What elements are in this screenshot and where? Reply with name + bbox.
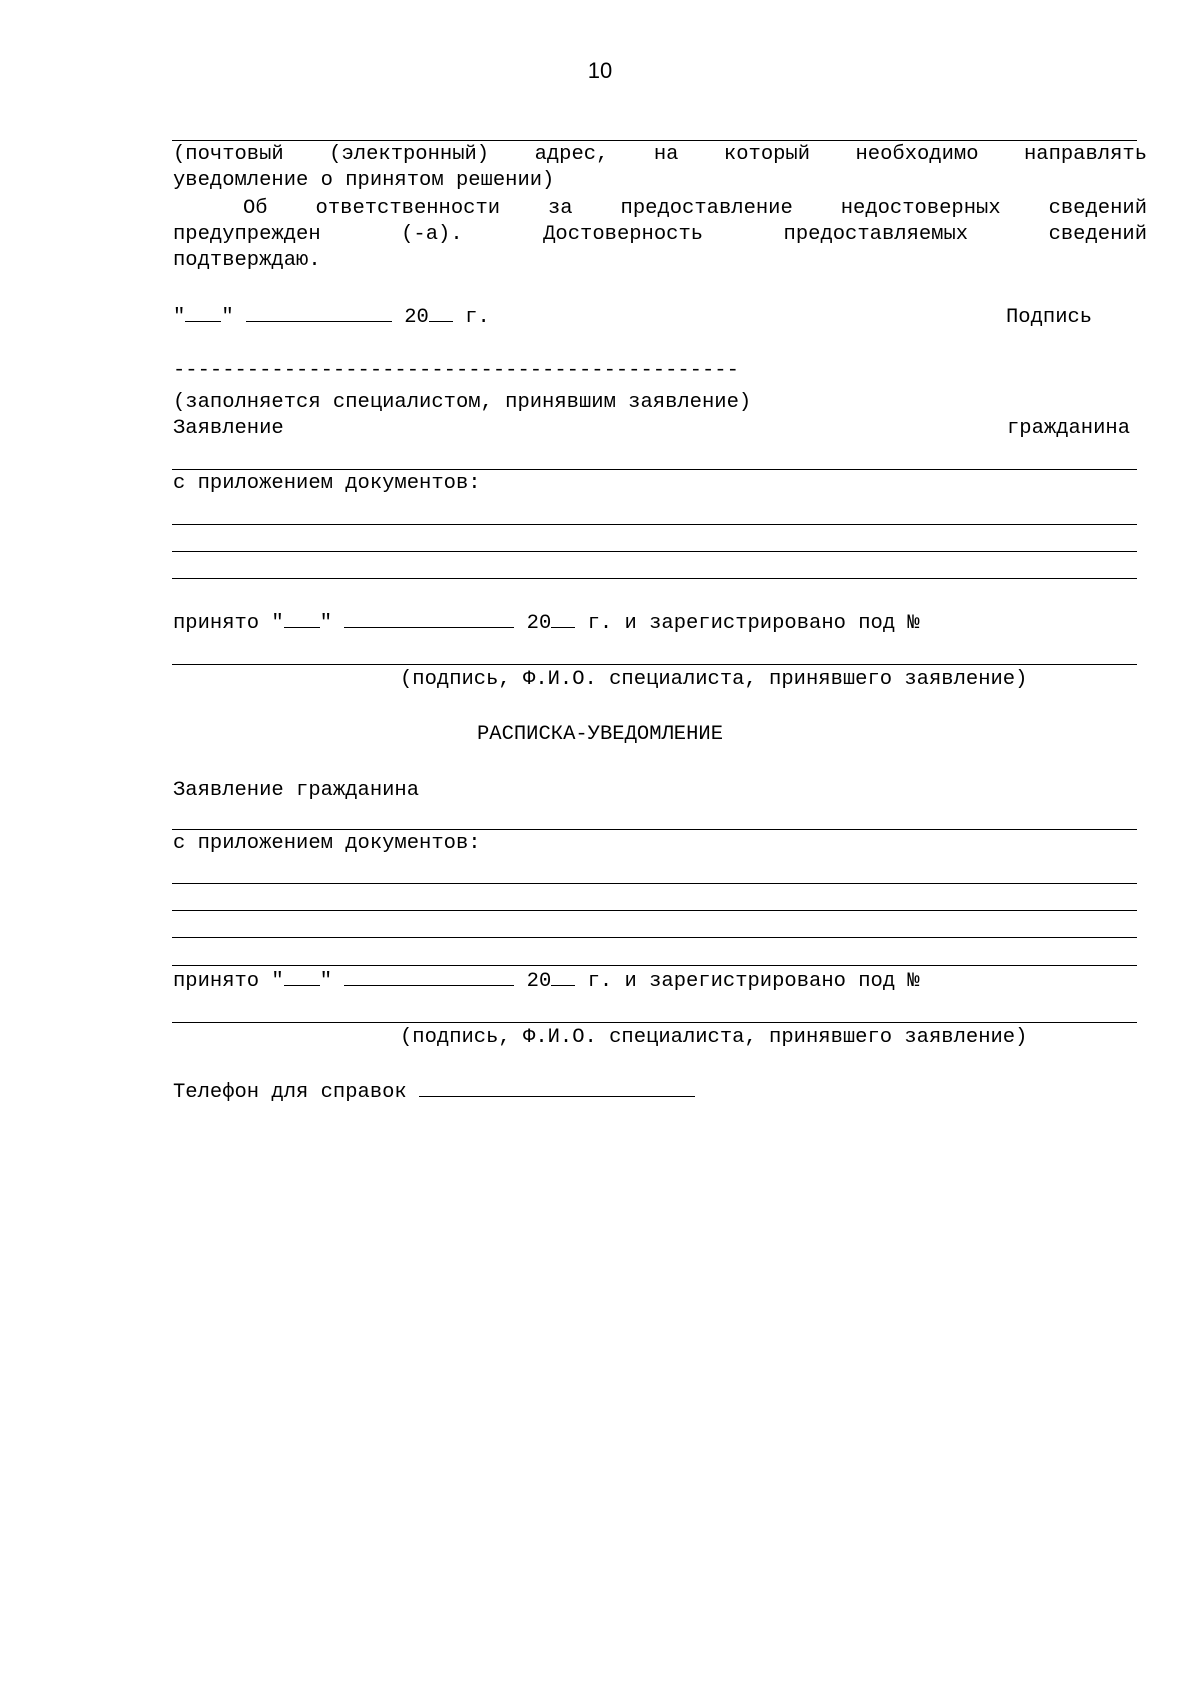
receipt-registered-text: г. и зарегистрировано под № (587, 970, 920, 993)
address-note-line1: (почтовый (электронный) адрес, на который необходимо направлять (173, 143, 1147, 166)
accepted-month-blank (344, 611, 514, 628)
receipt-attachments-line-4 (172, 965, 1137, 966)
attachments-label: с приложением документов: (173, 472, 481, 495)
attachments-line-2 (172, 551, 1137, 552)
receipt-signature-line (172, 1022, 1137, 1023)
year-blank (429, 305, 453, 322)
specialist-signature-line (172, 664, 1137, 665)
receipt-day-blank (284, 969, 320, 986)
receipt-signature-caption: (подпись, Ф.И.О. специалиста, принявшего заявление) (400, 1026, 1028, 1049)
attachments-line-3 (172, 578, 1137, 579)
date-quote-open: " (173, 306, 186, 329)
address-line (172, 140, 1137, 141)
registered-text: г. и зарегистрировано под № (587, 612, 920, 635)
phone-blank (419, 1080, 695, 1097)
receipt-accepted-prefix: принято " (173, 970, 284, 993)
receipt-quote-close: " (319, 970, 333, 993)
accepted-quote-close: " (319, 612, 333, 635)
date-row (173, 305, 490, 331)
address-note-line2: уведомление о принятом решении) (173, 169, 555, 192)
receipt-citizen-line (172, 829, 1137, 830)
year-prefix: 20 (404, 306, 429, 329)
accepted-prefix: принято " (173, 612, 284, 635)
accepted-year-prefix: 20 (526, 612, 552, 635)
accepted-day-blank (284, 611, 320, 628)
receipt-year-blank (551, 969, 575, 986)
accepted-row (173, 611, 920, 637)
receipt-attachments-line-2 (172, 910, 1137, 911)
receipt-accepted-row (173, 969, 920, 995)
specialist-signature-caption: (подпись, Ф.И.О. специалиста, принявшего заявление) (400, 668, 1028, 691)
page-number: 10 (587, 58, 613, 83)
receipt-year-prefix: 20 (526, 970, 552, 993)
responsibility-line2: предупрежден (-а). Достоверность предоставляемых сведений (173, 223, 1147, 246)
responsibility-line3: подтверждаю. (173, 249, 321, 272)
responsibility-line1: Об ответственности за предоставление недостоверных сведений (243, 197, 1147, 220)
citizen-label: гражданина (1007, 417, 1131, 440)
day-blank (185, 305, 221, 322)
attachments-line-1 (172, 524, 1137, 525)
accepted-year-blank (551, 611, 575, 628)
citizen-name-line (172, 469, 1137, 470)
statement-label: Заявление (173, 417, 284, 440)
phone-row (173, 1080, 695, 1106)
signature-label: Подпись (1006, 306, 1093, 329)
phone-label: Телефон для справок (173, 1081, 407, 1104)
receipt-attachments-line-3 (172, 937, 1137, 938)
specialist-note: (заполняется специалистом, принявшим заявление) (173, 391, 752, 414)
receipt-month-blank (344, 969, 514, 986)
receipt-title: РАСПИСКА-УВЕДОМЛЕНИЕ (476, 723, 724, 746)
receipt-statement-label: Заявление гражданина (173, 779, 420, 802)
year-suffix: г. (465, 306, 490, 329)
receipt-attachments-line-1 (172, 883, 1137, 884)
dashed-separator: ---------------------------------------------- (173, 359, 739, 382)
date-quote-close: " (221, 306, 234, 329)
month-blank (246, 305, 392, 322)
receipt-attachments-label: с приложением документов: (173, 832, 481, 855)
